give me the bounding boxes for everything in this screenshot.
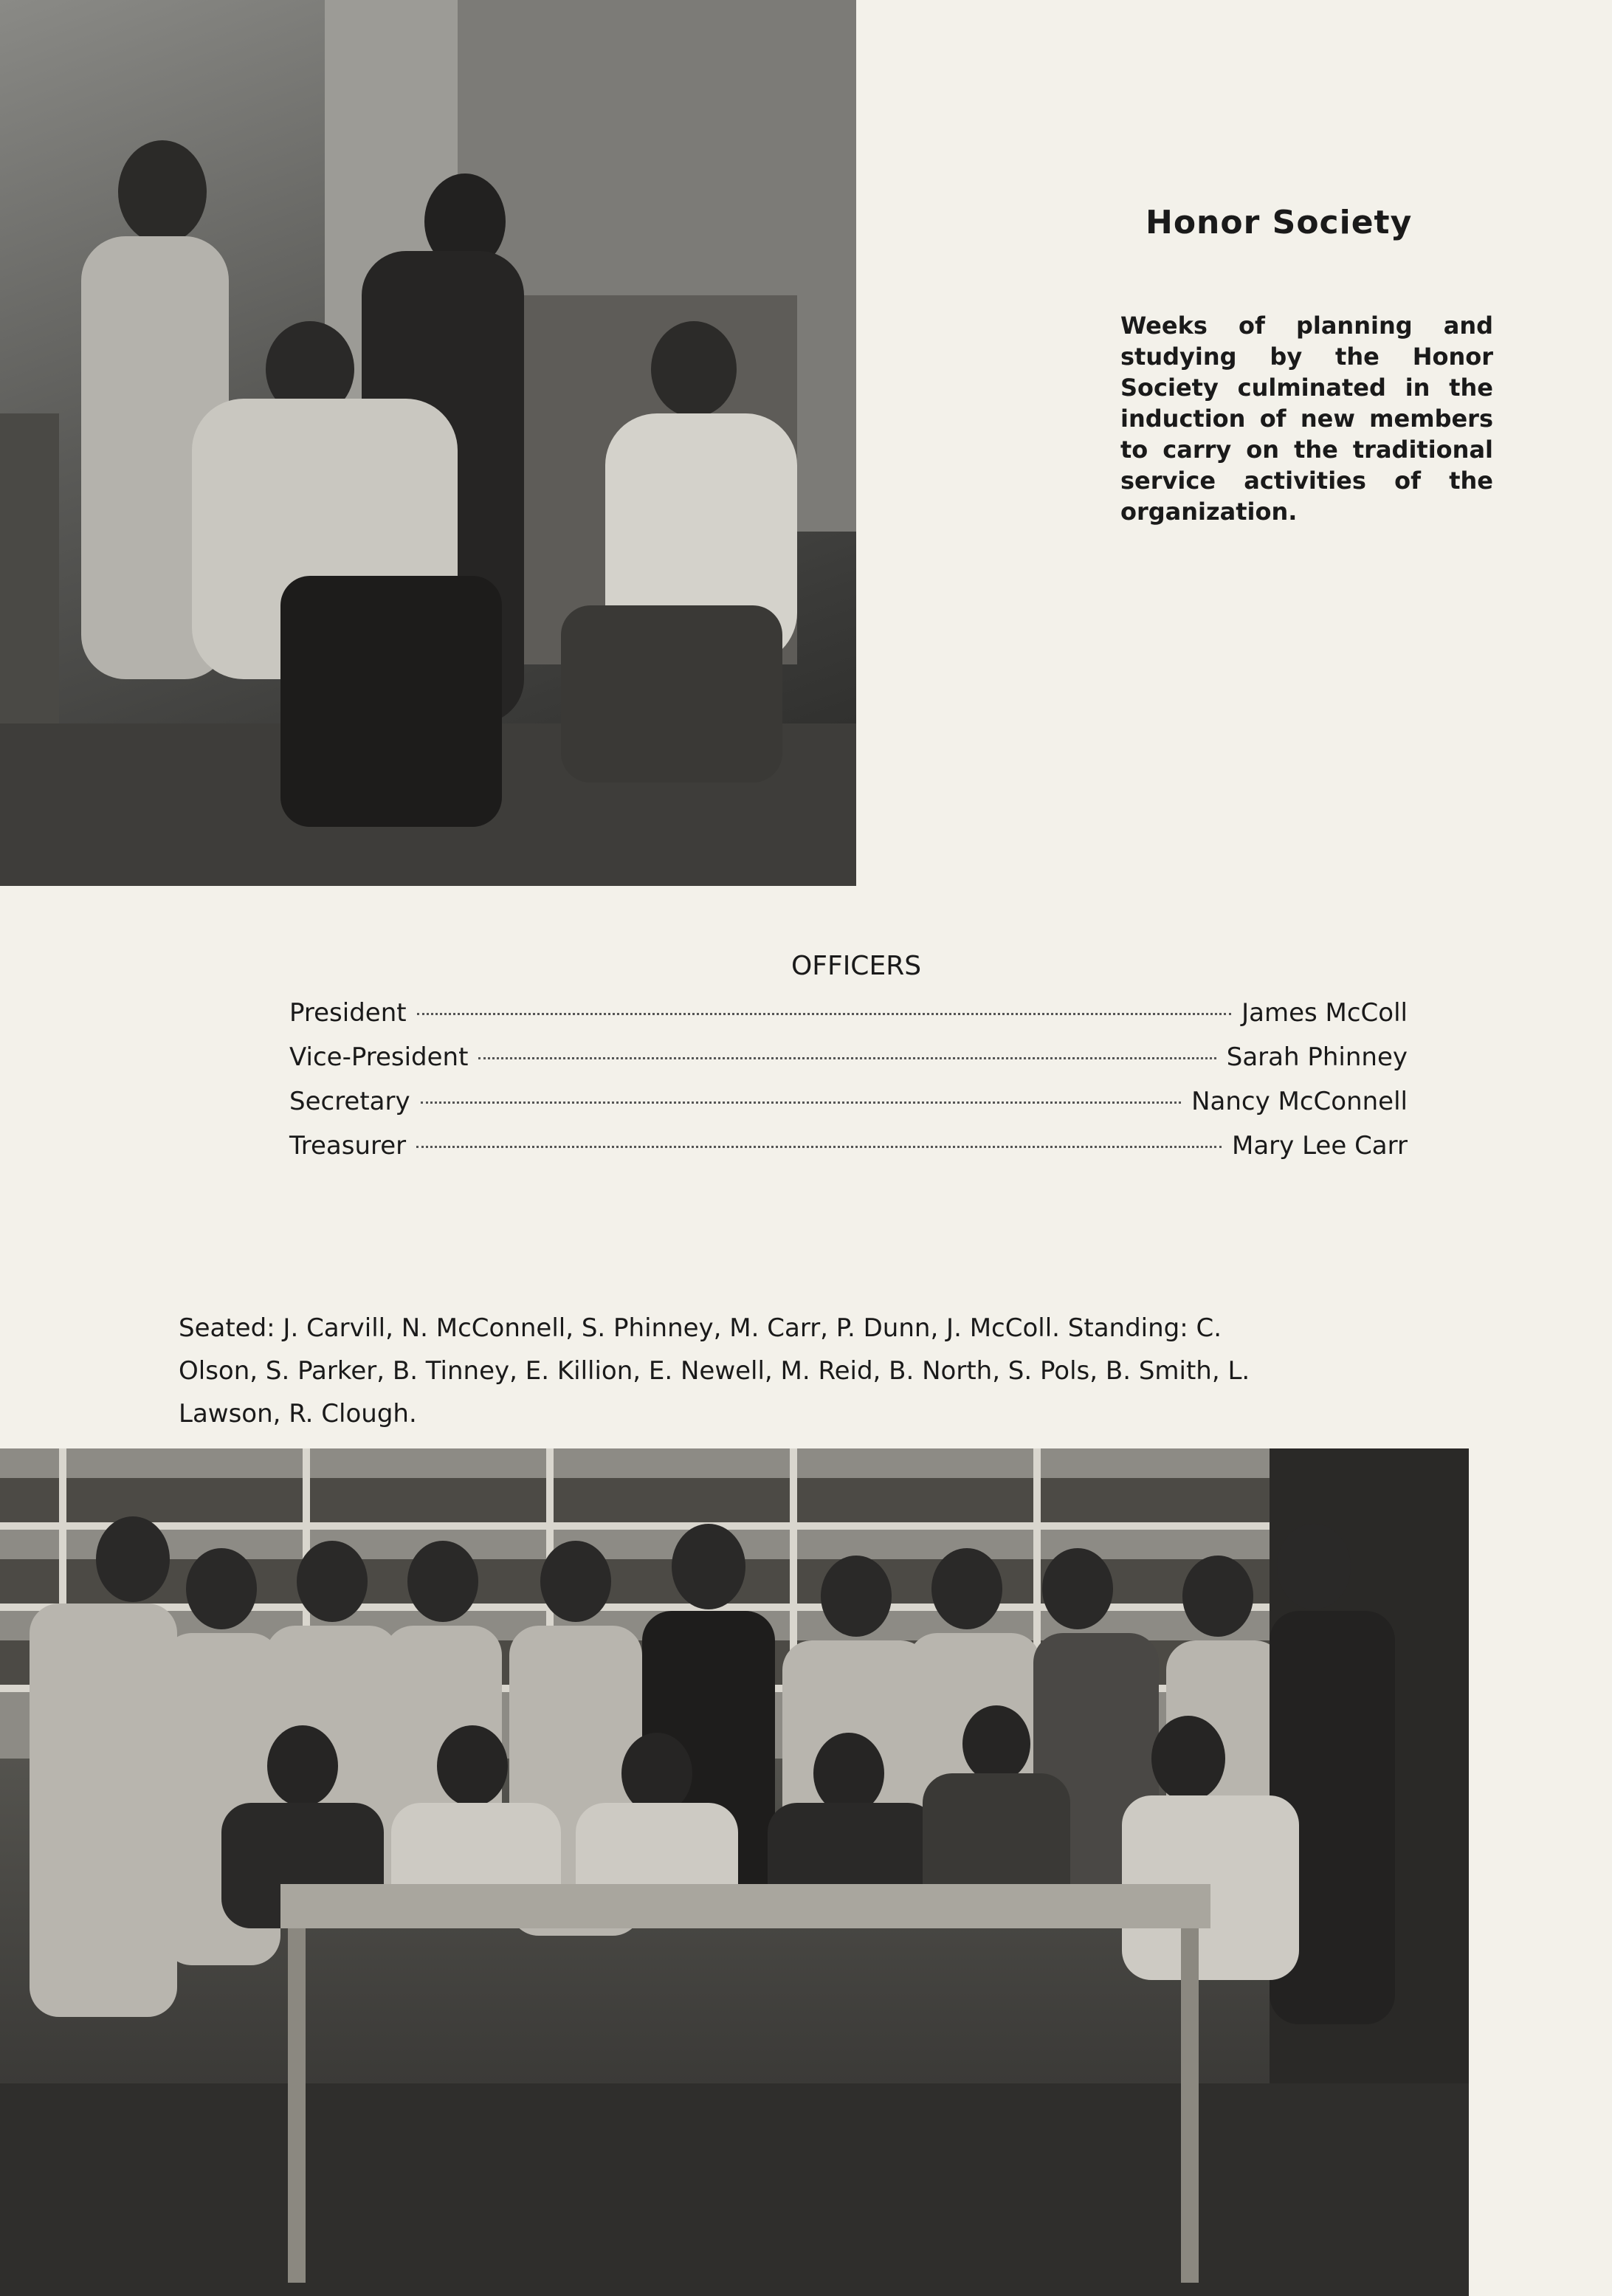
officers-list <box>289 998 1408 1175</box>
officer-role: Vice-President <box>289 1042 469 1072</box>
officer-row-secretary <box>289 1087 1408 1131</box>
section-description: Weeks of planning and studying by the Honor Society culminated in the induction of new members to carry on the traditional service activities of the organization. <box>1120 312 1493 526</box>
officer-row-vice-president <box>289 1042 1408 1087</box>
dotted-leader <box>416 1146 1222 1148</box>
officer-role: President <box>289 998 407 1028</box>
officer-role: Treasurer <box>289 1131 407 1161</box>
officer-name: James McColl <box>1241 998 1408 1028</box>
officer-row-treasurer <box>289 1131 1408 1175</box>
officer-name: Nancy McConnell <box>1191 1087 1408 1116</box>
officer-row-president <box>289 998 1408 1042</box>
officers-heading: OFFICERS <box>790 951 922 981</box>
dotted-leader <box>421 1101 1181 1104</box>
photo-caption: Seated: J. Carvill, N. McConnell, S. Phinney, M. Carr, P. Dunn, J. McColl. Standing: C. Olson, S. Parker, B. Tinney, E. Killion, E. Newell, M. Reid, B. North, S. Pols, B. Smith, L. Lawson, R. Clough. <box>179 1313 1250 1429</box>
dotted-leader <box>417 1013 1232 1015</box>
honor-society-group-photo <box>0 1448 1469 2296</box>
dotted-leader <box>478 1057 1216 1059</box>
officer-name: Mary Lee Carr <box>1232 1131 1408 1161</box>
section-title: Honor Society <box>1146 204 1413 241</box>
officer-role: Secretary <box>289 1087 410 1116</box>
honor-society-members-photo <box>0 0 856 886</box>
officer-name: Sarah Phinney <box>1226 1042 1408 1072</box>
